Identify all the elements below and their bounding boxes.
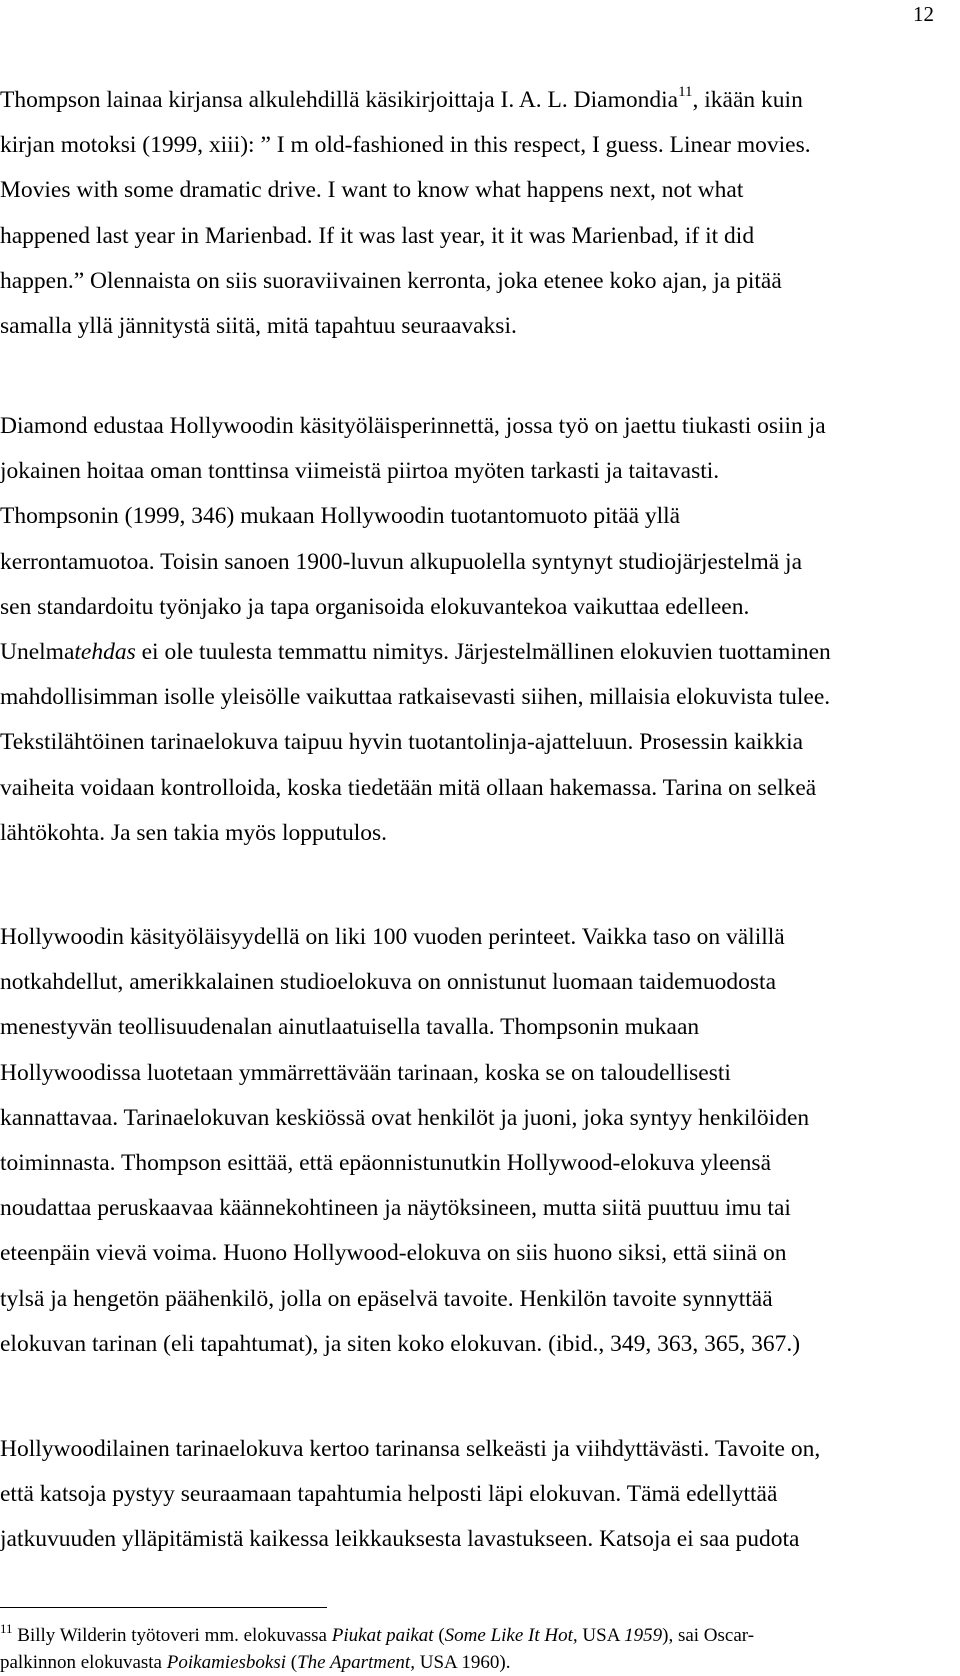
text-line [0, 1051, 945, 1096]
text-run: ei ole tuulesta temmattu nimitys. Järjestelmällinen elokuvien tuottaminen [135, 638, 831, 665]
text-line [0, 540, 945, 585]
text-run: , ikään kuin [692, 87, 803, 113]
footnote [0, 1622, 945, 1676]
paragraph-1 [0, 78, 945, 349]
text-run: toiminnasta. Thompson esittää, että epäonnistunutkin Hollywood-elokuva yleensä [0, 1149, 772, 1176]
text-line [0, 1005, 945, 1050]
text-line [0, 1141, 945, 1186]
text-run: jokainen hoitaa oman tonttinsa viimeistä piirtoa myöten tarkasti ja taitavasti. [0, 458, 720, 485]
text-line [0, 304, 945, 349]
text-line [0, 123, 945, 168]
text-run: että katsoja pystyy seuraamaan tapahtumia helposti läpi elokuvan. Tämä edellyttää [0, 1481, 778, 1508]
text-line [0, 78, 945, 123]
text-run: USA 1960). [414, 1652, 511, 1673]
text-run: kirjan motoksi (1999, xiii): ” I m old-fashioned in this respect, I guess. Linear movies. [0, 132, 811, 159]
text-line [0, 1322, 945, 1367]
italic-text: Piukat paikat [331, 1625, 434, 1646]
text-line [0, 494, 945, 539]
text-line [0, 1472, 945, 1517]
text-line [0, 960, 945, 1005]
text-run: Tekstilähtöinen tarinaelokuva taipuu hyvin tuotantolinja-ajatteluun. Prosessin kaikkia [0, 729, 804, 756]
text-line [0, 1517, 945, 1562]
text-run: samalla yllä jännitystä siitä, mitä tapahtuu seuraavaksi. [0, 312, 517, 339]
text-line [0, 1186, 945, 1231]
text-line [0, 1277, 945, 1322]
footnote-reference: 11 [678, 84, 693, 100]
text-line [0, 259, 945, 304]
text-line [0, 720, 945, 765]
text-run: sen standardoitu työnjako ja tapa organisoida elokuvantekoa vaikuttaa edelleen. [0, 593, 750, 620]
paragraph-4 [0, 1427, 945, 1563]
text-run: noudattaa peruskaavaa käännekohtineen ja näytöksineen, mutta siitä puuttuu imu tai [0, 1195, 791, 1222]
text-line [0, 630, 945, 675]
text-run: kannattavaa. Tarinaelokuvan keskiössä ovat henkilöt ja juoni, joka syntyy henkilöiden [0, 1104, 810, 1131]
italic-text: Some Like It Hot, [444, 1625, 578, 1646]
text-run: elokuvan tarinan (eli tapahtumat), ja siten koko elokuvan. (ibid., 349, 363, 365, 367.) [0, 1330, 801, 1357]
italic-text: 1959 [624, 1625, 663, 1646]
text-run: eteenpäin vievä voima. Huono Hollywood-elokuva on siis huono siksi, että siinä on [0, 1240, 787, 1267]
text-run: Diamond edustaa Hollywoodin käsityöläisperinnettä, jossa työ on jaettu tiukasti osiin ja [0, 413, 826, 439]
text-line [0, 168, 945, 213]
text-run: vaiheita voidaan kontrolloida, koska tiedetään mitä ollaan hakemassa. Tarina on selkeä [0, 774, 817, 801]
text-line [0, 214, 945, 259]
text-run: happened last year in Marienbad. If it was last year, it it was Marienbad, if it did [0, 222, 755, 249]
italic-text: tehdas [74, 638, 136, 665]
footnote-separator [0, 1607, 327, 1608]
text-line [0, 915, 945, 960]
text-line [0, 1649, 945, 1676]
text-line [0, 1096, 945, 1141]
text-line [0, 1231, 945, 1276]
text-run: Thompson lainaa kirjansa alkulehdillä käsikirjoittaja I. A. L. Diamondia [0, 87, 679, 113]
paragraph-3 [0, 915, 945, 1367]
text-run: USA [577, 1625, 625, 1646]
text-run: Movies with some dramatic drive. I want to know what happens next, not what [0, 177, 744, 204]
text-line [0, 449, 945, 494]
text-line [0, 675, 945, 720]
text-run: happen.” Olennaista on siis suoraviivainen kerronta, joka etenee koko ajan, ja pitää [0, 267, 782, 294]
text-run: mahdollisimman isolle yleisölle vaikuttaa ratkaisevasti siihen, millaisia elokuvista tulee. [0, 684, 831, 711]
text-run: tylsä ja hengetön päähenkilö, jolla on epäselvä tavoite. Henkilön tavoite synnyttää [0, 1285, 773, 1312]
text-line [0, 1622, 945, 1649]
text-line [0, 766, 945, 811]
text-run: ), sai Oscar- [662, 1625, 755, 1646]
footnote-reference: 11 [0, 1621, 13, 1636]
text-run: lähtökohta. Ja sen takia myös lopputulos. [0, 819, 388, 846]
text-run: ( [286, 1652, 298, 1673]
text-run: ( [433, 1625, 445, 1646]
italic-text: The Apartment, [297, 1652, 415, 1673]
paragraph-2 [0, 404, 945, 856]
text-run: jatkuvuuden ylläpitämistä kaikessa leikkauksesta lavastukseen. Katsoja ei saa pudota [0, 1526, 800, 1553]
text-run: Hollywoodin käsityöläisyydellä on liki 100 vuoden perinteet. Vaikka taso on välillä [0, 924, 785, 950]
text-line [0, 585, 945, 630]
page-number: 12 [913, 2, 934, 26]
text-line [0, 1427, 945, 1472]
text-run: notkahdellut, amerikkalainen studioelokuva on onnistunut luomaan taidemuodosta [0, 969, 776, 996]
text-line [0, 811, 945, 856]
text-run: Unelma [0, 638, 75, 665]
text-run: menestyvän teollisuudenalan ainutlaatuisella tavalla. Thompsonin mukaan [0, 1014, 700, 1041]
text-run: Thompsonin (1999, 346) mukaan Hollywoodin tuotantomuoto pitää yllä [0, 503, 681, 530]
text-line [0, 404, 945, 449]
italic-text: Poikamiesboksi [166, 1652, 287, 1673]
text-run: Hollywoodissa luotetaan ymmärrettävään tarinaan, koska se on taloudellisesti [0, 1059, 731, 1086]
text-run: Billy Wilderin työtoveri mm. elokuvassa [12, 1625, 332, 1646]
text-run: kerrontamuotoa. Toisin sanoen 1900-luvun alkupuolella syntynyt studiojärjestelmä ja [0, 548, 802, 575]
text-run: palkinnon elokuvasta [0, 1652, 167, 1673]
text-run: Hollywoodilainen tarinaelokuva kertoo tarinansa selkeästi ja viihdyttävästi. Tavoite on, [0, 1436, 821, 1462]
